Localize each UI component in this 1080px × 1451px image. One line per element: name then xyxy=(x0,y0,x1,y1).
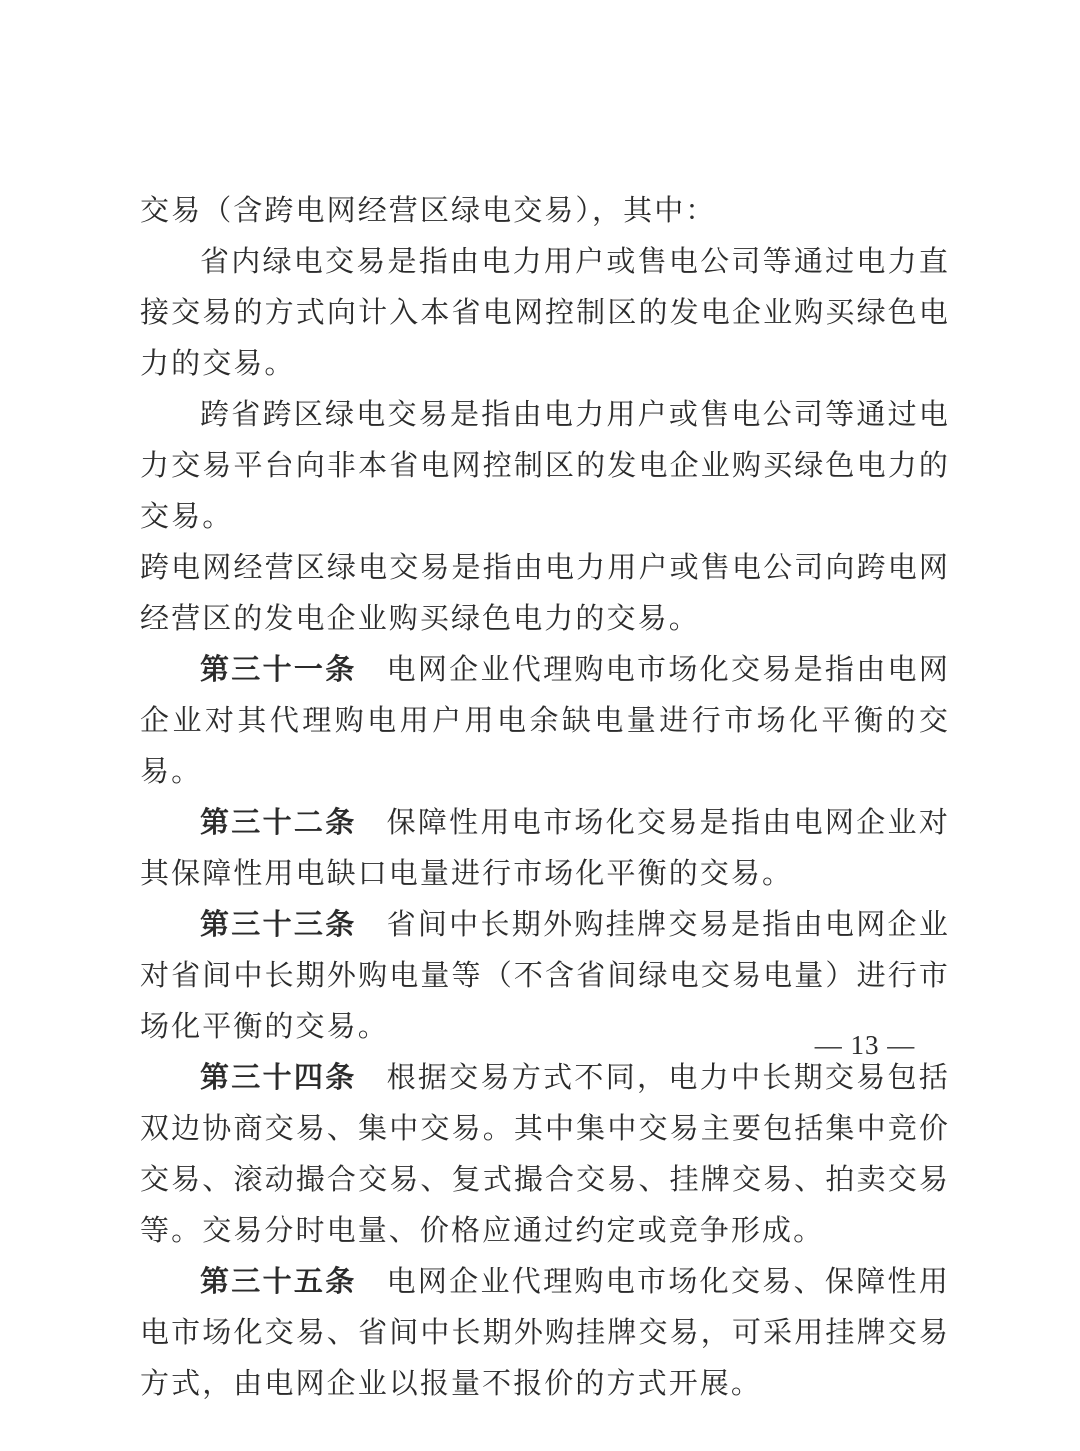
paragraph xyxy=(140,389,950,542)
document-body xyxy=(140,185,950,1409)
article-31 xyxy=(140,644,950,797)
paragraph xyxy=(140,542,950,644)
paragraph-text: 交易（含跨电网经营区绿电交易），其中： xyxy=(140,193,717,227)
article-text: 保障性用电市场化交易是指由电网企业对其保障性用电缺口电量进行市场化平衡的交易。 xyxy=(140,805,950,890)
paragraph-text: 跨省跨区绿电交易是指由电力用户或售电公司等通过电力交易平台向非本省电网控制区的发电企业购买绿色电力的交易。 xyxy=(140,397,950,533)
article-number: 第三十二条 xyxy=(200,805,357,839)
article-34 xyxy=(140,1052,950,1256)
article-32 xyxy=(140,797,950,899)
article-text: 省间中长期外购挂牌交易是指由电网企业对省间中长期外购电量等（不含省间绿电交易电量）进行市场化平衡的交易。 xyxy=(140,907,950,1043)
article-text: 电网企业代理购电市场化交易、保障性用电市场化交易、省间中长期外购挂牌交易，可采用挂牌交易方式，由电网企业以报量不报价的方式开展。 xyxy=(140,1264,950,1400)
article-35 xyxy=(140,1256,950,1409)
article-number: 第三十五条 xyxy=(200,1264,357,1298)
paragraph xyxy=(140,185,950,236)
paragraph xyxy=(140,236,950,389)
article-number: 第三十一条 xyxy=(200,652,357,686)
page-number: — 13 — xyxy=(814,1030,916,1060)
article-number: 第三十四条 xyxy=(200,1060,357,1094)
paragraph-text: 省内绿电交易是指由电力用户或售电公司等通过电力直接交易的方式向计入本省电网控制区的发电企业购买绿色电力的交易。 xyxy=(140,244,950,380)
paragraph-text: 跨电网经营区绿电交易是指由电力用户或售电公司向跨电网经营区的发电企业购买绿色电力的交易。 xyxy=(140,550,950,635)
article-number: 第三十三条 xyxy=(200,907,357,941)
article-text: 电网企业代理购电市场化交易是指由电网企业对其代理购电用户用电余缺电量进行市场化平衡的交易。 xyxy=(140,652,950,788)
article-text: 根据交易方式不同，电力中长期交易包括双边协商交易、集中交易。其中集中交易主要包括集中竞价交易、滚动撮合交易、复式撮合交易、挂牌交易、拍卖交易等。交易分时电量、价格应通过约定或竞争形成。 xyxy=(140,1060,950,1247)
